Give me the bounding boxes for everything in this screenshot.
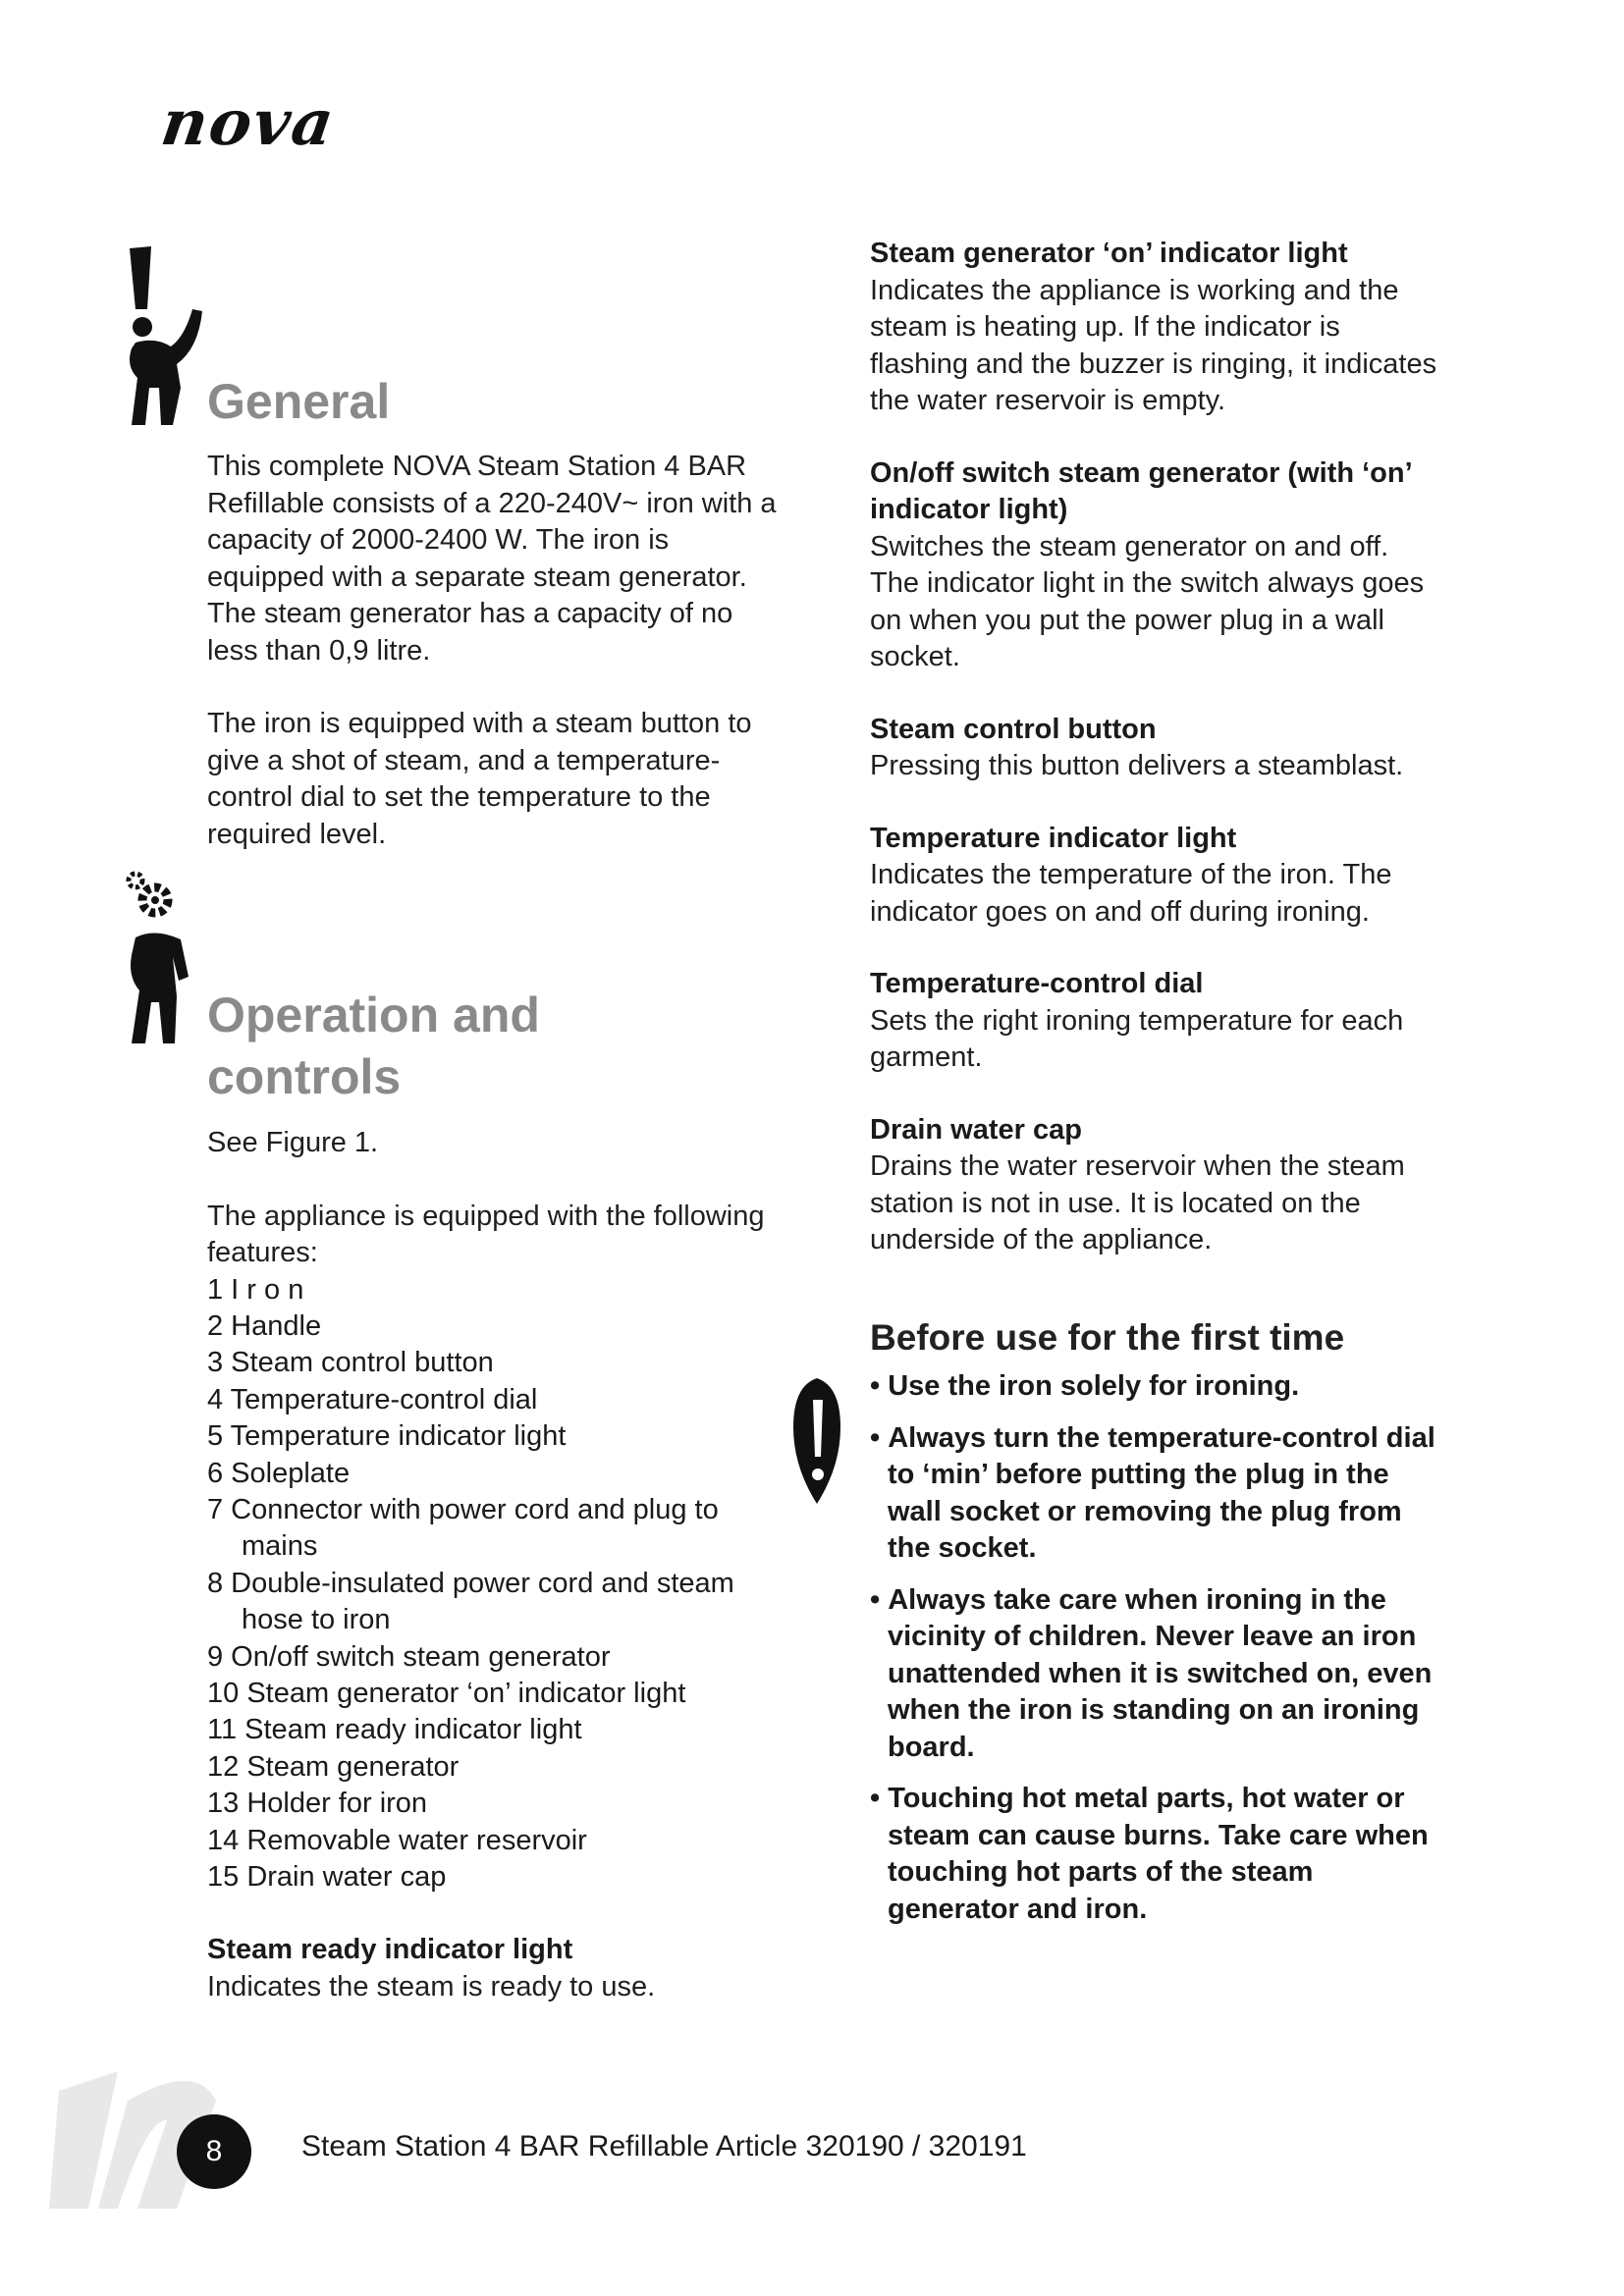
list-item: 6 Soleplate bbox=[207, 1457, 351, 1489]
list-item: 11 Steam ready indicator light bbox=[207, 1714, 582, 1746]
list-item: • Touching hot metal parts, hot water or steam can cause burns. Take care when touching hot parts of the steam generator and iron. bbox=[870, 1781, 1439, 1928]
page-number: 8 bbox=[177, 2114, 251, 2189]
list-item: • Always take care when ironing in the vicinity of children. Never leave an iron unattended when it is switched on, even when the iron is standing on an ironing board. bbox=[870, 1582, 1439, 1767]
control-block bbox=[870, 821, 1439, 932]
operation-section bbox=[207, 1125, 777, 2005]
control-term: Temperature-control dial bbox=[870, 968, 1204, 999]
list-item: 2 Handle bbox=[207, 1309, 322, 1342]
list-item: 10 Steam generator ‘on’ indicator light bbox=[207, 1677, 686, 1709]
footer-title: Steam Station 4 BAR Refillable Article 320190 / 320191 bbox=[301, 2130, 1027, 2163]
first-use-heading: Before use for the first time bbox=[870, 1317, 1345, 1358]
list-item: 4 Temperature-control dial bbox=[207, 1383, 538, 1415]
operation-heading-line2: controls bbox=[207, 1049, 402, 1104]
see-figure-text: See Figure 1. bbox=[207, 1127, 379, 1158]
control-definition: Indicates the appliance is working and the steam is heating up. If the indicator is flashing and the buzzer is ringing, it indicates the water reservoir is empty. bbox=[870, 274, 1437, 416]
general-section bbox=[207, 449, 777, 853]
control-definition: Sets the right ironing temperature for each garment. bbox=[870, 1004, 1404, 1073]
control-block bbox=[870, 1112, 1439, 1259]
list-item: 14 Removable water reservoir bbox=[207, 1824, 587, 1856]
warning-exclamation-icon bbox=[789, 1376, 844, 1506]
gear-person-icon bbox=[122, 869, 210, 1045]
controls-list bbox=[870, 236, 1439, 1295]
list-item: • Use the iron solely for ironing. bbox=[870, 1368, 1439, 1406]
control-term: Temperature indicator light bbox=[870, 822, 1237, 854]
list-item: 9 On/off switch steam generator bbox=[207, 1640, 611, 1673]
list-item: 8 Double-insulated power cord and steam hose to iron bbox=[207, 1567, 734, 1636]
nova-logo: nova bbox=[156, 86, 341, 160]
list-item: 12 Steam generator bbox=[207, 1750, 460, 1783]
list-item: 1 I r o n bbox=[207, 1273, 304, 1306]
operation-heading-line1: Operation and bbox=[207, 988, 540, 1042]
general-heading: General bbox=[207, 374, 391, 429]
control-block bbox=[870, 455, 1439, 676]
list-item: • Always turn the temperature-control dial to ‘min’ before putting the plug in the wall socket or removing the plug from the socket. bbox=[870, 1420, 1439, 1568]
control-definition: Switches the steam generator on and off. The indicator light in the switch always goes on when you put the power plug in a wall socket. bbox=[870, 530, 1425, 672]
control-term: Drain water cap bbox=[870, 1113, 1082, 1146]
first-use-section bbox=[870, 1315, 1439, 1943]
control-term: On/off switch steam generator (with ‘on’ indicator light) bbox=[870, 456, 1412, 525]
control-term: Steam ready indicator light bbox=[207, 1934, 573, 1966]
control-block bbox=[870, 236, 1439, 420]
control-term: Steam generator ‘on’ indicator light bbox=[870, 238, 1348, 269]
list-item: 7 Connector with power cord and plug to mains bbox=[207, 1493, 719, 1563]
control-definition: Indicates the steam is ready to use. bbox=[207, 1970, 656, 2002]
list-item: 3 Steam control button bbox=[207, 1347, 494, 1379]
control-definition: Pressing this button delivers a steamblast. bbox=[870, 750, 1404, 781]
list-item: 13 Holder for iron bbox=[207, 1788, 428, 1820]
control-definition: Drains the water reservoir when the steam station is not in use. It is located on the underside of the appliance. bbox=[870, 1150, 1405, 1255]
general-paragraph: The iron is equipped with a steam button to give a shot of steam, and a temperature-control dial to set the temperature to the required level. bbox=[207, 708, 752, 850]
warnings-list bbox=[870, 1368, 1439, 1928]
features-intro: The appliance is equipped with the following features: bbox=[207, 1200, 765, 1268]
control-block bbox=[870, 712, 1439, 785]
list-item: 5 Temperature indicator light bbox=[207, 1420, 567, 1453]
general-paragraph: This complete NOVA Steam Station 4 BAR Refillable consists of a 220-240V~ iron with a capacity of 2000-2400 W. The iron is equipped with a separate steam generator. The steam generator has a capacity of no less than 0,9 litre. bbox=[207, 451, 777, 667]
list-item: 15 Drain water cap bbox=[207, 1861, 447, 1893]
control-definition: Indicates the temperature of the iron. The indicator goes on and off during ironing. bbox=[870, 859, 1392, 928]
control-term: Steam control button bbox=[870, 713, 1157, 745]
exclamation-person-icon bbox=[116, 240, 210, 427]
steam-ready-block bbox=[207, 1932, 777, 2005]
control-block bbox=[870, 966, 1439, 1077]
features-list bbox=[207, 1272, 777, 1896]
